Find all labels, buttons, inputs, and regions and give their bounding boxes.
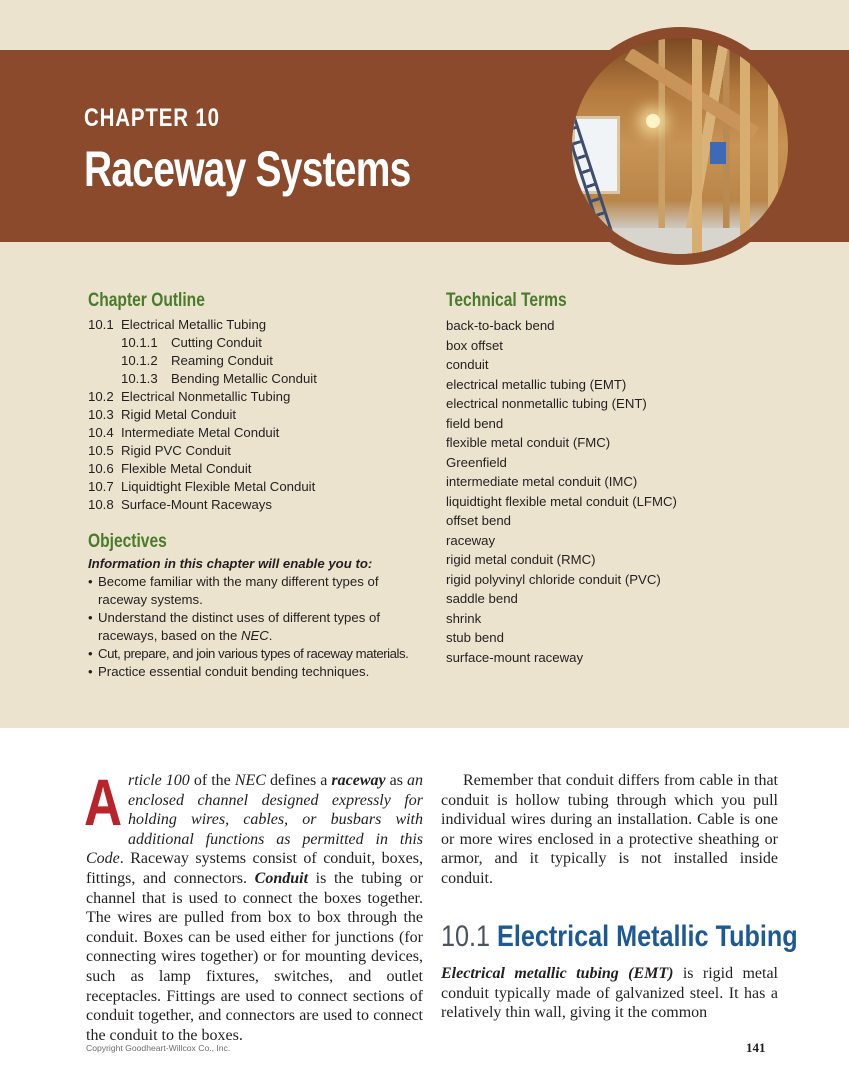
technical-term: box offset	[446, 337, 503, 353]
technical-term: flexible metal conduit (FMC)	[446, 435, 611, 450]
outline-item-number: 10.8	[88, 497, 114, 512]
key-term-raceway: raceway	[331, 772, 386, 789]
outline-item-label: Liquidtight Flexible Metal Conduit	[121, 479, 316, 494]
outline-item-label: Flexible Metal Conduit	[121, 461, 252, 476]
objective-item: • Practice essential conduit bending techniques.	[88, 663, 428, 681]
outline-item-label: Surface-Mount Raceways	[121, 497, 272, 512]
technical-term: back-to-back bend	[446, 318, 555, 333]
technical-term: rigid polyvinyl chloride conduit (PVC)	[446, 571, 661, 587]
outline-item-number: 10.3	[88, 407, 114, 422]
outline-item-label: Reaming Conduit	[171, 353, 273, 368]
technical-term: intermediate metal conduit (IMC)	[446, 474, 638, 489]
objective-item: • Cut, prepare, and join various types of raceway materials.	[88, 645, 428, 663]
photo-light	[646, 114, 660, 128]
objectives-block	[88, 555, 428, 681]
outline-item-number: 10.4	[88, 425, 114, 440]
outline-item	[88, 496, 317, 514]
outline-item-number: 10.1.1	[121, 335, 158, 350]
outline-item	[88, 370, 317, 388]
conduit-vs-cable-paragraph: Remember that conduit differs from cable in that conduit is hollow tubing through which you pull individual wires during an installation. Cable is one or more wires enclosed in a protective sheathing or armor, and it typically is not installed inside conduit.	[441, 772, 778, 887]
outline-item-number: 10.6	[88, 461, 114, 476]
key-term-emt: Electrical metallic tubing (EMT)	[441, 965, 674, 982]
outline-item	[88, 352, 317, 370]
outline-item	[88, 424, 317, 442]
outline-item	[88, 334, 317, 352]
technical-term: field bend	[446, 415, 504, 431]
chapter-outline-list	[88, 316, 317, 514]
technical-term: Greenfield	[446, 454, 507, 470]
chapter-outline-heading: Chapter Outline	[88, 290, 205, 311]
chapter-photo	[572, 38, 788, 254]
objectives-intro: Information in this chapter will enable you to:	[88, 556, 373, 571]
technical-term: shrink	[446, 610, 482, 626]
chapter-title: Raceway Systems	[84, 141, 411, 197]
intro-paragraph: Article 100 of the NEC defines a raceway as an enclosed channel designed expressly for holding wires, cables, or busbars with additional functions as permitted in this Code. Raceway systems consist of conduit, boxes, fittings, and connectors. Conduit is the tubing or channel that is used to connect the boxes together. The wires are pulled from box to box through the conduit. Boxes can be used either for junctions (for connecting wires together) or for mounting devices, such as lamp fixtures, switches, and outlet receptacles. Fittings are used to connect sections of conduit together, and connectors are used to connect the conduit to the boxes.	[84, 765, 424, 1044]
photo-stud	[692, 38, 702, 254]
outline-item-number: 10.1	[88, 317, 114, 332]
outline-item-number: 10.1.3	[121, 371, 158, 386]
page-number: 141	[746, 1040, 766, 1055]
body-column-right	[441, 771, 778, 889]
section-heading-10-1	[441, 920, 798, 954]
outline-item-label: Rigid Metal Conduit	[121, 407, 237, 422]
emt-paragraph: Electrical metallic tubing (EMT) is rigid metal conduit typically made of galvanized steel. It has a relatively thin wall, giving it the common	[441, 965, 778, 1022]
outline-item	[88, 442, 317, 460]
outline-item	[88, 406, 317, 424]
copyright-footer: Copyright Goodheart-Willcox Co., Inc.	[86, 1043, 231, 1053]
objectives-list	[88, 573, 428, 681]
outline-item-label: Intermediate Metal Conduit	[121, 425, 280, 440]
body-column-left	[84, 765, 424, 1045]
technical-terms-heading: Technical Terms	[446, 290, 567, 311]
section-number: 10.1	[441, 920, 491, 953]
outline-item-number: 10.2	[88, 389, 114, 404]
technical-term: conduit	[446, 357, 489, 372]
technical-term: rigid metal conduit (RMC)	[446, 552, 596, 567]
technical-term: electrical nonmetallic tubing (ENT)	[446, 396, 647, 411]
key-term-conduit: Conduit	[254, 869, 309, 887]
outline-item	[88, 478, 317, 496]
outline-item	[88, 316, 317, 334]
objective-item: • Become familiar with the many different types of raceway systems.	[88, 573, 428, 609]
technical-term: saddle bend	[446, 591, 518, 606]
technical-term: offset bend	[446, 513, 512, 528]
outline-item-label: Cutting Conduit	[171, 335, 262, 350]
outline-item-label: Rigid PVC Conduit	[121, 443, 231, 458]
technical-term: electrical metallic tubing (EMT)	[446, 376, 627, 392]
emt-paragraph-column	[441, 964, 778, 1023]
drop-cap: A	[84, 765, 123, 839]
outline-item-number: 10.1.2	[121, 353, 158, 368]
outline-item-number: 10.5	[88, 443, 114, 458]
photo-stud	[768, 38, 778, 254]
section-title: Electrical Metallic Tubing	[497, 920, 798, 953]
technical-term: raceway	[446, 532, 496, 548]
outline-item	[88, 460, 317, 478]
technical-term: liquidtight flexible metal conduit (LFMC)	[446, 493, 677, 509]
objectives-heading: Objectives	[88, 531, 167, 552]
objective-item: • Understand the distinct uses of different types of raceways, based on the NEC.	[88, 609, 428, 645]
outline-item	[88, 388, 317, 406]
outline-item-label: Electrical Nonmetallic Tubing	[121, 389, 291, 404]
outline-item-number: 10.7	[88, 479, 114, 494]
technical-terms-list	[446, 316, 677, 667]
technical-term: stub bend	[446, 630, 504, 645]
technical-term: surface-mount raceway	[446, 649, 584, 665]
photo-stud	[740, 38, 750, 254]
chapter-label: CHAPTER 10	[84, 104, 220, 132]
photo-electrical-box	[710, 142, 726, 164]
outline-item-label: Bending Metallic Conduit	[171, 371, 317, 386]
outline-item-label: Electrical Metallic Tubing	[121, 317, 267, 332]
